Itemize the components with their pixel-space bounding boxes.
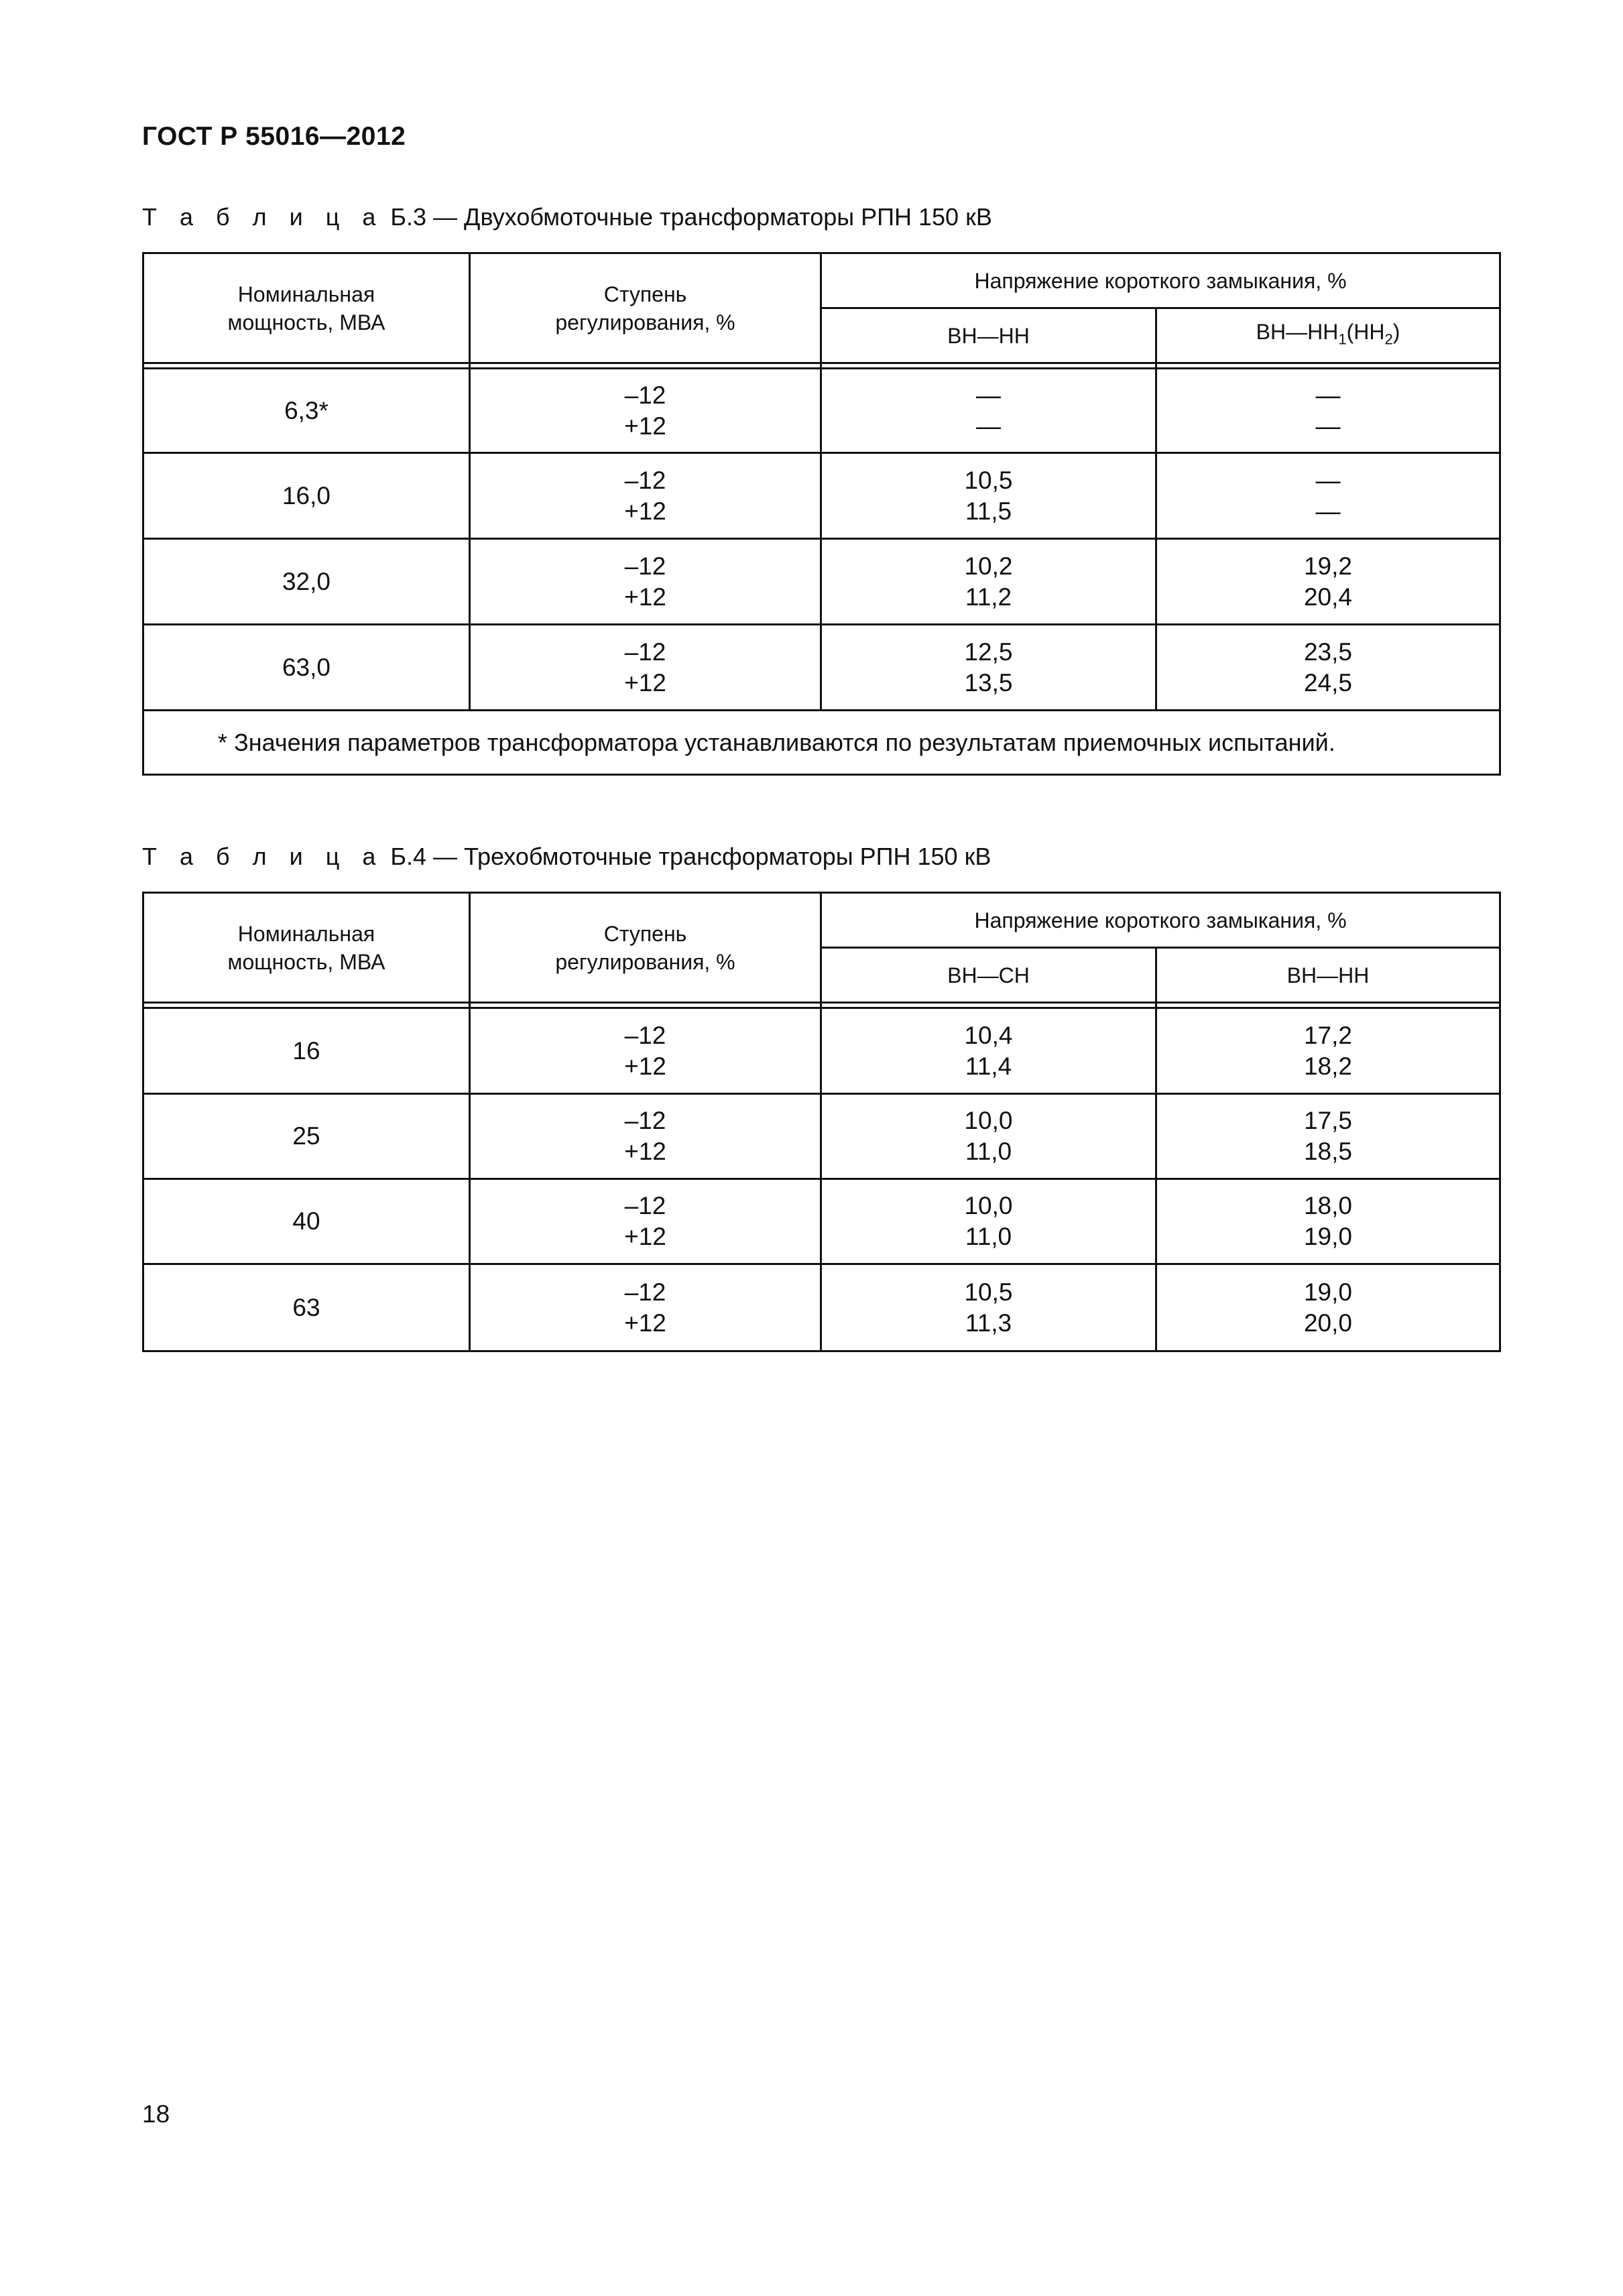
cell-vn-sn: 10,0 11,0 (821, 1094, 1156, 1179)
table-b4-header-row (143, 893, 1500, 948)
cell-vn-nn: 18,0 19,0 (1156, 1179, 1500, 1264)
table-row (143, 1179, 1500, 1264)
cell-vn-nn: 17,5 18,5 (1156, 1094, 1500, 1179)
cell-power: 40 (143, 1179, 470, 1264)
table-b4-caption-prefix: Т а б л и ц а (142, 843, 384, 870)
cell-step: –12 +12 (470, 625, 821, 711)
table-b3-footnote-row (143, 711, 1500, 775)
cell-vn-sn: 10,4 11,4 (821, 1008, 1156, 1094)
table-b3 (142, 252, 1501, 776)
cell-step: –12 +12 (470, 1008, 821, 1094)
cell-vn-nn1: — — (1156, 369, 1500, 453)
table-b4-caption (142, 843, 991, 871)
cell-vn-nn: 10,2 11,2 (821, 539, 1156, 625)
table-b3-footnote: * Значения параметров трансформатора устанавливаются по результатам приемочных испытаний. (143, 711, 1500, 775)
header-vn-sn: ВН—СН (821, 948, 1156, 1003)
header-power: Номинальная мощность, МВА (143, 893, 470, 1003)
cell-step: –12 +12 (470, 1179, 821, 1264)
table-row (143, 625, 1500, 711)
table-b4 (142, 892, 1501, 1352)
cell-step: –12 +12 (470, 539, 821, 625)
cell-vn-nn: 12,5 13,5 (821, 625, 1156, 711)
table-row (143, 369, 1500, 453)
page-number: 18 (142, 2100, 170, 2128)
table-row (143, 539, 1500, 625)
cell-vn-nn1: 19,2 20,4 (1156, 539, 1500, 625)
cell-power: 25 (143, 1094, 470, 1179)
cell-step: –12 +12 (470, 1094, 821, 1179)
table-row (143, 1008, 1500, 1094)
header-vn-nn: ВН—НН (821, 308, 1156, 363)
table-row (143, 453, 1500, 539)
header-voltage: Напряжение короткого замыкания, % (821, 893, 1500, 948)
header-vn-nn: ВН—НН (1156, 948, 1500, 1003)
cell-vn-nn1: — — (1156, 453, 1500, 539)
cell-vn-sn: 10,0 11,0 (821, 1179, 1156, 1264)
table-b4-header-separator (143, 1003, 1500, 1008)
cell-step: –12 +12 (470, 453, 821, 539)
table-b4-caption-text: Б.4 — Трехобмоточные трансформаторы РПН 150 кВ (383, 843, 991, 870)
cell-power: 63 (143, 1264, 470, 1351)
table-b3-caption-prefix: Т а б л и ц а (142, 203, 384, 231)
cell-vn-nn: 10,5 11,5 (821, 453, 1156, 539)
header-voltage: Напряжение короткого замыкания, % (821, 253, 1500, 308)
table-b3-header-separator (143, 363, 1500, 369)
cell-step: –12 +12 (470, 1264, 821, 1351)
document-header: ГОСТ Р 55016—2012 (142, 122, 406, 151)
table-row (143, 1264, 1500, 1351)
cell-power: 16,0 (143, 453, 470, 539)
header-step: Ступень регулирования, % (470, 893, 821, 1003)
cell-power: 16 (143, 1008, 470, 1094)
cell-power: 32,0 (143, 539, 470, 625)
header-step: Ступень регулирования, % (470, 253, 821, 363)
cell-vn-nn: — — (821, 369, 1156, 453)
cell-vn-nn: 17,2 18,2 (1156, 1008, 1500, 1094)
table-b3-caption (142, 203, 992, 231)
cell-power: 63,0 (143, 625, 470, 711)
header-vn-nn1-nn2: $ВН—НН_1(НН_2)$ (1156, 308, 1500, 363)
cell-vn-nn1: 23,5 24,5 (1156, 625, 1500, 711)
header-power: Номинальная мощность, МВА (143, 253, 470, 363)
cell-power: 6,3* (143, 369, 470, 453)
table-b3-header-row (143, 253, 1500, 308)
table-b3-caption-text: Б.3 — Двухобмоточные трансформаторы РПН 150 кВ (383, 203, 992, 231)
cell-step: –12 +12 (470, 369, 821, 453)
cell-vn-sn: 10,5 11,3 (821, 1264, 1156, 1351)
cell-vn-nn: 19,0 20,0 (1156, 1264, 1500, 1351)
table-row (143, 1094, 1500, 1179)
